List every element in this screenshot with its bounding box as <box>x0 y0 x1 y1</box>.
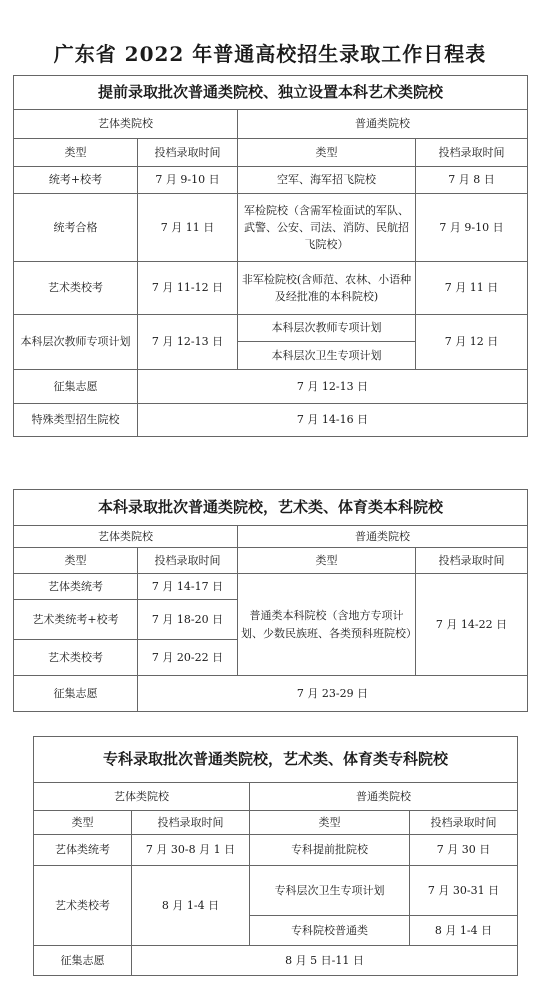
art-time-cell: 8 月 1-4 日 <box>132 866 250 946</box>
regular-time-cell: 7 月 30 日 <box>410 835 518 866</box>
art-type-cell: 本科层次教师专项计划 <box>14 315 138 370</box>
art-time-cell: 7 月 11 日 <box>138 194 238 262</box>
table-row <box>14 370 528 404</box>
table-header: 提前录取批次普通类院校、独立设置本科艺术类院校 <box>14 76 528 110</box>
regular-time-cell: 7 月 8 日 <box>416 167 528 194</box>
art-time-cell: 7 月 12-13 日 <box>138 315 238 370</box>
solicit-time: 8 月 5 日-11 日 <box>132 946 518 976</box>
table-row <box>34 866 518 916</box>
regular-time-cell: 7 月 30-31 日 <box>410 866 518 916</box>
table-row <box>14 167 528 194</box>
column-header-type: 类型 <box>14 548 138 574</box>
column-header-time: 投档录取时间 <box>410 811 518 835</box>
regular-group-heading: 普通类院校 <box>250 783 518 811</box>
art-time-cell: 7 月 11-12 日 <box>138 262 238 315</box>
regular-type-cell: 非军检院校(含师范、农林、小语种及经批准的本科院校) <box>238 262 416 315</box>
art-time-cell: 7 月 14-17 日 <box>138 574 238 600</box>
table-row <box>34 835 518 866</box>
art-group-heading: 艺体类院校 <box>34 783 250 811</box>
special-label: 特殊类型招生院校 <box>14 404 138 437</box>
table-header: 专科录取批次普通类院校，艺术类、体育类专科院校 <box>34 737 518 783</box>
art-type-cell: 统考合格 <box>14 194 138 262</box>
solicit-time: 7 月 23-29 日 <box>138 676 528 712</box>
column-header-type: 类型 <box>250 811 410 835</box>
art-type-cell: 艺术类校考 <box>34 866 132 946</box>
art-group-heading: 艺体类院校 <box>14 526 238 548</box>
column-header-time: 投档录取时间 <box>416 548 528 574</box>
regular-time-cell: 7 月 9-10 日 <box>416 194 528 262</box>
column-header-time: 投档录取时间 <box>138 548 238 574</box>
art-type-cell: 艺术类统考+校考 <box>14 600 138 640</box>
art-time-cell: 7 月 30-8 月 1 日 <box>132 835 250 866</box>
art-type-cell: 艺体类统考 <box>34 835 132 866</box>
table-row <box>14 404 528 437</box>
art-time-cell: 7 月 18-20 日 <box>138 600 238 640</box>
column-header-type: 类型 <box>238 139 416 167</box>
regular-type-cell: 普通类本科院校（含地方专项计划、少数民族班、各类预科班院校） <box>238 574 416 676</box>
art-type-cell: 统考+校考 <box>14 167 138 194</box>
art-time-cell: 7 月 9-10 日 <box>138 167 238 194</box>
special-time: 7 月 14-16 日 <box>138 404 528 437</box>
solicit-time: 7 月 12-13 日 <box>138 370 528 404</box>
art-group-heading: 艺体类院校 <box>14 110 238 139</box>
regular-group-heading: 普通类院校 <box>238 526 528 548</box>
page-title: 广东省 2022 年普通高校招生录取工作日程表 <box>53 42 487 66</box>
vocational-admission-table <box>33 736 518 976</box>
column-header-time: 投档录取时间 <box>416 139 528 167</box>
table-row <box>14 574 528 600</box>
column-header-type: 类型 <box>34 811 132 835</box>
column-header-time: 投档录取时间 <box>132 811 250 835</box>
regular-time-cell: 8 月 1-4 日 <box>410 916 518 946</box>
regular-type-cell: 本科层次教师专项计划 <box>238 315 416 342</box>
table-row <box>14 194 528 262</box>
table-row <box>34 946 518 976</box>
column-header-type: 类型 <box>238 548 416 574</box>
undergraduate-admission-table <box>13 489 528 712</box>
table-row <box>14 262 528 315</box>
solicit-label: 征集志愿 <box>14 676 138 712</box>
table-row <box>14 676 528 712</box>
regular-time-cell: 7 月 14-22 日 <box>416 574 528 676</box>
column-header-time: 投档录取时间 <box>138 139 238 167</box>
regular-group-heading: 普通类院校 <box>238 110 528 139</box>
regular-type-cell: 空军、海军招飞院校 <box>238 167 416 194</box>
art-time-cell: 7 月 20-22 日 <box>138 640 238 676</box>
art-type-cell: 艺术类校考 <box>14 262 138 315</box>
regular-type-cell: 专科提前批院校 <box>250 835 410 866</box>
art-type-cell: 艺体类统考 <box>14 574 138 600</box>
early-admission-table <box>13 75 528 437</box>
regular-type-cell: 专科院校普通类 <box>250 916 410 946</box>
regular-type-cell: 军检院校（含需军检面试的军队、武警、公安、司法、消防、民航招飞院校） <box>238 194 416 262</box>
column-header-type: 类型 <box>14 139 138 167</box>
regular-time-cell: 7 月 12 日 <box>416 315 528 370</box>
table-header: 本科录取批次普通类院校，艺术类、体育类本科院校 <box>14 490 528 526</box>
solicit-label: 征集志愿 <box>34 946 132 976</box>
regular-type-cell: 本科层次卫生专项计划 <box>238 342 416 370</box>
regular-type-cell: 专科层次卫生专项计划 <box>250 866 410 916</box>
solicit-label: 征集志愿 <box>14 370 138 404</box>
regular-time-cell: 7 月 11 日 <box>416 262 528 315</box>
table-row <box>14 315 528 342</box>
art-type-cell: 艺术类校考 <box>14 640 138 676</box>
